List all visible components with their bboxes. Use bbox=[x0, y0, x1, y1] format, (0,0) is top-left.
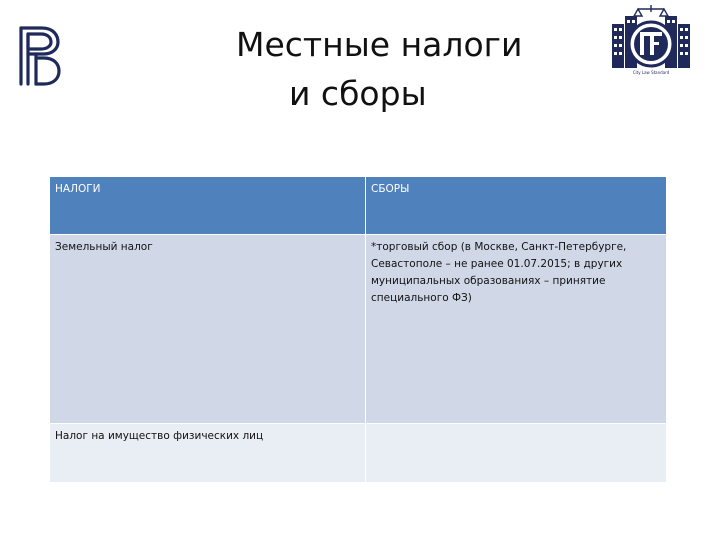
table-cell bbox=[366, 424, 667, 483]
table-row bbox=[50, 424, 667, 483]
table-row bbox=[50, 235, 667, 424]
table-header-row bbox=[50, 177, 667, 235]
slide-title-line-2: и сборы bbox=[289, 74, 427, 113]
column-header-taxes: НАЛОГИ bbox=[50, 177, 366, 235]
column-header-fees: СБОРЫ bbox=[366, 177, 667, 235]
table-cell: *торговый сбор (в Москве, Санкт-Петербурге, Севастополе – не ранее 01.07.2015; в других муниципальных образованиях – принятие специального ФЗ) bbox=[366, 235, 667, 424]
table-cell: Земельный налог bbox=[50, 235, 366, 424]
logo-caption: City Law Standard bbox=[632, 70, 670, 75]
city-law-standard-logo bbox=[604, 2, 698, 78]
slide-title-line-1: Местные налоги bbox=[236, 25, 523, 64]
hse-logo bbox=[14, 22, 66, 88]
table-cell: Налог на имущество физических лиц bbox=[50, 424, 366, 483]
taxes-table bbox=[49, 176, 667, 483]
